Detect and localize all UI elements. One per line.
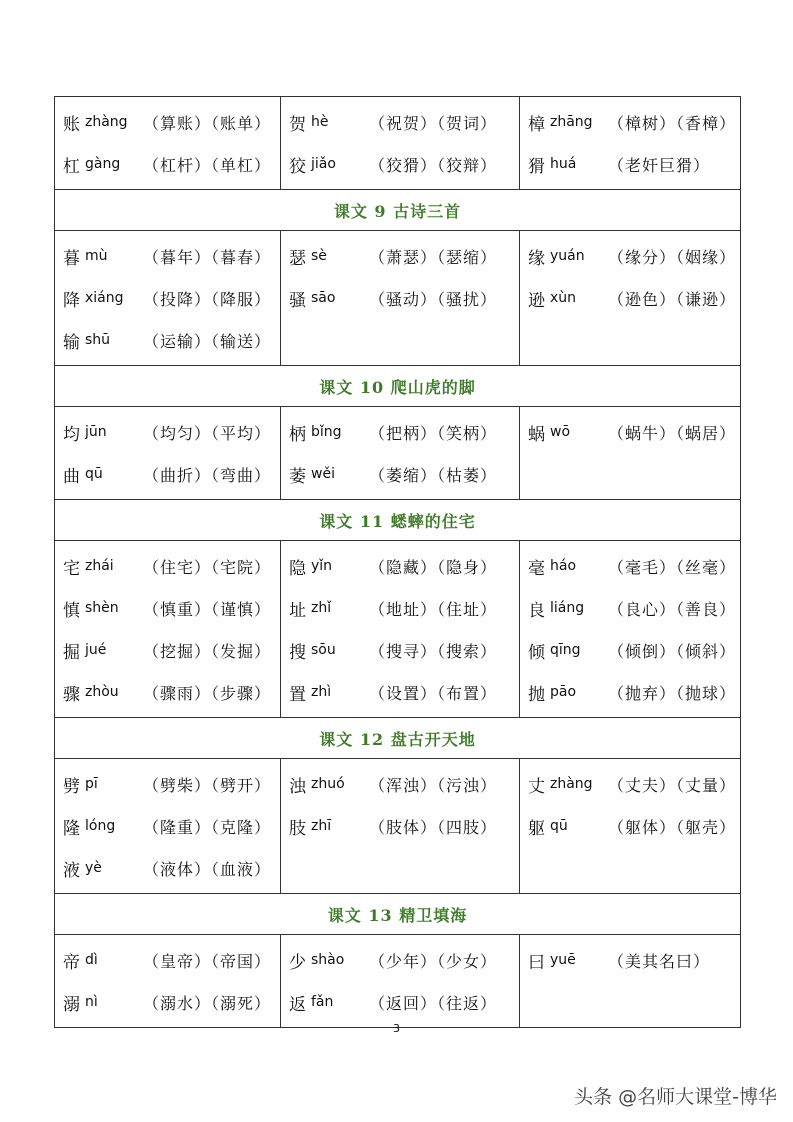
entry-words: （劈柴）（劈开） [143, 775, 272, 795]
entry-cell [55, 541, 281, 718]
entry-pinyin: zhǐ [311, 600, 332, 616]
entry-cell [520, 541, 741, 718]
entry-cell [281, 97, 520, 190]
section-title: 课文 13 精卫填海 [55, 894, 741, 935]
vocab-entry [528, 629, 740, 671]
vocab-entry [528, 939, 740, 981]
vocab-entry [63, 101, 280, 143]
vocab-entry [63, 319, 280, 361]
entry-character: 液 [63, 860, 80, 881]
entry-pinyin: wěi [311, 466, 335, 482]
entry-character: 暮 [63, 248, 80, 269]
vocab-entry [63, 411, 280, 453]
entry-words: （暮年）（暮春） [143, 247, 272, 267]
section-title: 课文 12 盘古开天地 [55, 718, 741, 759]
vocab-entry [528, 805, 740, 847]
entry-character: 逊 [528, 290, 545, 311]
entry-pinyin: zhàng [85, 114, 128, 130]
vocab-entry [63, 277, 280, 319]
vocab-entry [528, 763, 740, 805]
entry-character: 良 [528, 600, 545, 621]
entry-words: （算账）（账单） [143, 113, 272, 133]
entry-cell [520, 97, 741, 190]
vocab-entry [528, 235, 740, 277]
entry-pinyin: mù [85, 248, 108, 264]
entry-character: 账 [63, 114, 80, 135]
section-row [55, 718, 741, 759]
entry-character: 杠 [63, 156, 80, 177]
entry-cell [520, 407, 741, 500]
vocab-entry [528, 143, 740, 185]
entry-pinyin: yuán [550, 248, 585, 264]
vocab-entry [289, 235, 519, 277]
entry-pinyin: zhì [311, 684, 332, 700]
entry-words: （杠杆）（单杠） [143, 155, 272, 175]
entry-words: （良心）（善良） [608, 599, 737, 619]
entry-words: （缘分）（姻缘） [608, 247, 737, 267]
entry-character: 毫 [528, 558, 545, 579]
entry-character: 少 [289, 952, 306, 973]
entry-pinyin: shào [311, 952, 345, 968]
vocab-entry [63, 629, 280, 671]
entry-pinyin: xùn [550, 290, 577, 306]
entry-character: 狡 [289, 156, 306, 177]
entry-character: 曲 [63, 466, 80, 487]
entry-pinyin: jué [85, 642, 107, 658]
entry-words: （抛弃）（抛球） [608, 683, 737, 703]
entry-character: 骚 [289, 290, 306, 311]
entry-words: （液体）（血液） [143, 859, 272, 879]
entry-character: 掘 [63, 642, 80, 663]
entry-character: 宅 [63, 558, 80, 579]
entry-words: （骚动）（骚扰） [369, 289, 498, 309]
entry-pinyin: zhuó [311, 776, 345, 792]
entry-pinyin: yè [85, 860, 102, 876]
entry-words: （躯体）（躯壳） [608, 817, 737, 837]
vocab-entry [63, 587, 280, 629]
entries-row [55, 935, 741, 1028]
entry-character: 输 [63, 332, 80, 353]
entry-pinyin: sōu [311, 642, 336, 658]
entry-cell [55, 97, 281, 190]
entry-pinyin: yǐn [311, 558, 333, 574]
entry-pinyin: qū [550, 818, 568, 834]
entry-character: 劈 [63, 776, 80, 797]
entry-words: （把柄）（笑柄） [369, 423, 498, 443]
entry-words: （隐藏）（隐身） [369, 557, 498, 577]
entry-pinyin: hè [311, 114, 329, 130]
entry-words: （搜寻）（搜索） [369, 641, 498, 661]
vocab-entry [289, 545, 519, 587]
vocab-entry [289, 763, 519, 805]
entry-words: （倾倒）（倾斜） [608, 641, 737, 661]
entries-row [55, 541, 741, 718]
entry-words: （慎重）（谨慎） [143, 599, 272, 619]
vocab-entry [63, 235, 280, 277]
entry-character: 降 [63, 290, 80, 311]
entry-character: 柄 [289, 424, 306, 445]
vocab-entry [289, 453, 519, 495]
entry-cell [520, 935, 741, 1028]
entry-cell [55, 935, 281, 1028]
entry-words: （肢体）（四肢） [369, 817, 498, 837]
entry-words: （隆重）（克隆） [143, 817, 272, 837]
entry-pinyin: bǐng [311, 424, 342, 440]
entry-character: 萎 [289, 466, 306, 487]
vocab-entry [289, 805, 519, 847]
entry-pinyin: shū [85, 332, 111, 348]
entry-words: （丈夫）（丈量） [608, 775, 737, 795]
vocab-entry [528, 587, 740, 629]
entry-pinyin: yuē [550, 952, 576, 968]
entries-row [55, 231, 741, 366]
entry-words: （浑浊）（污浊） [369, 775, 498, 795]
vocab-entry [63, 763, 280, 805]
entry-words: （投降）（降服） [143, 289, 272, 309]
entry-pinyin: háo [550, 558, 577, 574]
entry-pinyin: qīng [550, 642, 581, 658]
entry-character: 慎 [63, 600, 80, 621]
entry-character: 倾 [528, 642, 545, 663]
entries-row [55, 759, 741, 894]
vocab-entry [63, 143, 280, 185]
entry-pinyin: gàng [85, 156, 121, 172]
entry-cell [55, 407, 281, 500]
entry-pinyin: shèn [85, 600, 119, 616]
entry-pinyin: liáng [550, 600, 585, 616]
entry-pinyin: zhái [85, 558, 114, 574]
vocab-entry [63, 981, 280, 1023]
vocab-entry [63, 847, 280, 889]
entry-pinyin: dì [85, 952, 98, 968]
vocab-entry [63, 545, 280, 587]
entry-words: （蜗牛）（蜗居） [608, 423, 737, 443]
entry-character: 帝 [63, 952, 80, 973]
section-title: 课文 9 古诗三首 [55, 190, 741, 231]
section-row [55, 894, 741, 935]
entry-pinyin: zhī [311, 818, 332, 834]
entry-words: （挖掘）（发掘） [143, 641, 272, 661]
entry-words: （骤雨）（步骤） [143, 683, 272, 703]
vocab-entry [528, 277, 740, 319]
entry-words: （老奸巨猾） [608, 155, 711, 175]
entry-words: （萎缩）（枯萎） [369, 465, 498, 485]
entry-words: （地址）（住址） [369, 599, 498, 619]
entry-character: 曰 [528, 952, 545, 973]
vocab-entry [289, 587, 519, 629]
vocab-entry [289, 981, 519, 1023]
entry-pinyin: zhàng [550, 776, 593, 792]
vocab-entry [63, 453, 280, 495]
entry-words: （曲折）（弯曲） [143, 465, 272, 485]
entry-character: 搜 [289, 642, 306, 663]
vocab-entry [289, 143, 519, 185]
entry-character: 肢 [289, 818, 306, 839]
entry-pinyin: jiǎo [311, 156, 336, 172]
entry-character: 瑟 [289, 248, 306, 269]
entry-character: 隆 [63, 818, 80, 839]
entry-pinyin: sè [311, 248, 327, 264]
entry-words: （狡猾）（狡辩） [369, 155, 498, 175]
entry-words: （返回）（往返） [369, 993, 498, 1013]
entry-words: （均匀）（平均） [143, 423, 272, 443]
vocab-entry [289, 411, 519, 453]
entry-pinyin: xiáng [85, 290, 124, 306]
entry-words: （樟树）（香樟） [608, 113, 737, 133]
vocab-entry [63, 805, 280, 847]
vocab-entry [528, 101, 740, 143]
entry-pinyin: pī [85, 776, 98, 792]
entry-words: （少年）（少女） [369, 951, 498, 971]
entry-character: 址 [289, 600, 306, 621]
vocab-entry [289, 939, 519, 981]
entry-cell [281, 231, 520, 366]
entry-pinyin: jūn [85, 424, 107, 440]
entry-cell [520, 759, 741, 894]
entry-pinyin: sāo [311, 290, 336, 306]
entry-character: 蜗 [528, 424, 545, 445]
entry-cell [281, 759, 520, 894]
entry-pinyin: fǎn [311, 994, 334, 1010]
entry-words: （溺水）（溺死） [143, 993, 272, 1013]
entry-cell [55, 231, 281, 366]
entry-character: 丈 [528, 776, 545, 797]
entry-pinyin: pāo [550, 684, 577, 700]
entry-pinyin: huá [550, 156, 577, 172]
entry-character: 抛 [528, 684, 545, 705]
vocab-entry [289, 101, 519, 143]
entry-character: 缘 [528, 248, 545, 269]
vocab-entry [63, 939, 280, 981]
vocab-entry [528, 671, 740, 713]
section-row [55, 366, 741, 407]
vocabulary-table [54, 96, 741, 1028]
entry-cell [55, 759, 281, 894]
entry-pinyin: zhāng [550, 114, 593, 130]
section-title: 课文 11 蟋蟀的住宅 [55, 500, 741, 541]
entry-words: （毫毛）（丝毫） [608, 557, 737, 577]
vocab-entry [528, 411, 740, 453]
entry-character: 樟 [528, 114, 545, 135]
entry-pinyin: lóng [85, 818, 116, 834]
entry-pinyin: wō [550, 424, 571, 440]
entry-character: 均 [63, 424, 80, 445]
entry-words: （运输）（输送） [143, 331, 272, 351]
vocab-entry [528, 545, 740, 587]
entry-words: （萧瑟）（瑟缩） [369, 247, 498, 267]
entry-character: 躯 [528, 818, 545, 839]
vocab-entry [63, 671, 280, 713]
entry-words: （皇帝）（帝国） [143, 951, 272, 971]
section-row [55, 500, 741, 541]
page-number: 3 [393, 1022, 400, 1035]
entry-pinyin: nì [85, 994, 98, 1010]
section-title: 课文 10 爬山虎的脚 [55, 366, 741, 407]
vocab-entry [289, 671, 519, 713]
entry-character: 返 [289, 994, 306, 1015]
entry-character: 贺 [289, 114, 306, 135]
entry-character: 隐 [289, 558, 306, 579]
entry-words: （设置）（布置） [369, 683, 498, 703]
entries-row [55, 407, 741, 500]
vocab-entry [289, 629, 519, 671]
entries-row [55, 97, 741, 190]
vocab-entry [289, 277, 519, 319]
entry-words: （住宅）（宅院） [143, 557, 272, 577]
entry-character: 浊 [289, 776, 306, 797]
entry-cell [281, 541, 520, 718]
entry-character: 溺 [63, 994, 80, 1015]
entry-cell [520, 231, 741, 366]
entry-cell [281, 935, 520, 1028]
entry-words: （祝贺）（贺词） [369, 113, 498, 133]
entry-character: 猾 [528, 156, 545, 177]
entry-pinyin: zhòu [85, 684, 119, 700]
section-row [55, 190, 741, 231]
entry-words: （美其名曰） [608, 951, 711, 971]
entry-words: （逊色）（谦逊） [608, 289, 737, 309]
entry-character: 骤 [63, 684, 80, 705]
watermark-text: 头条 @名师大课堂-博华 [574, 1086, 777, 1108]
entry-cell [281, 407, 520, 500]
entry-character: 置 [289, 684, 306, 705]
entry-pinyin: qū [85, 466, 103, 482]
